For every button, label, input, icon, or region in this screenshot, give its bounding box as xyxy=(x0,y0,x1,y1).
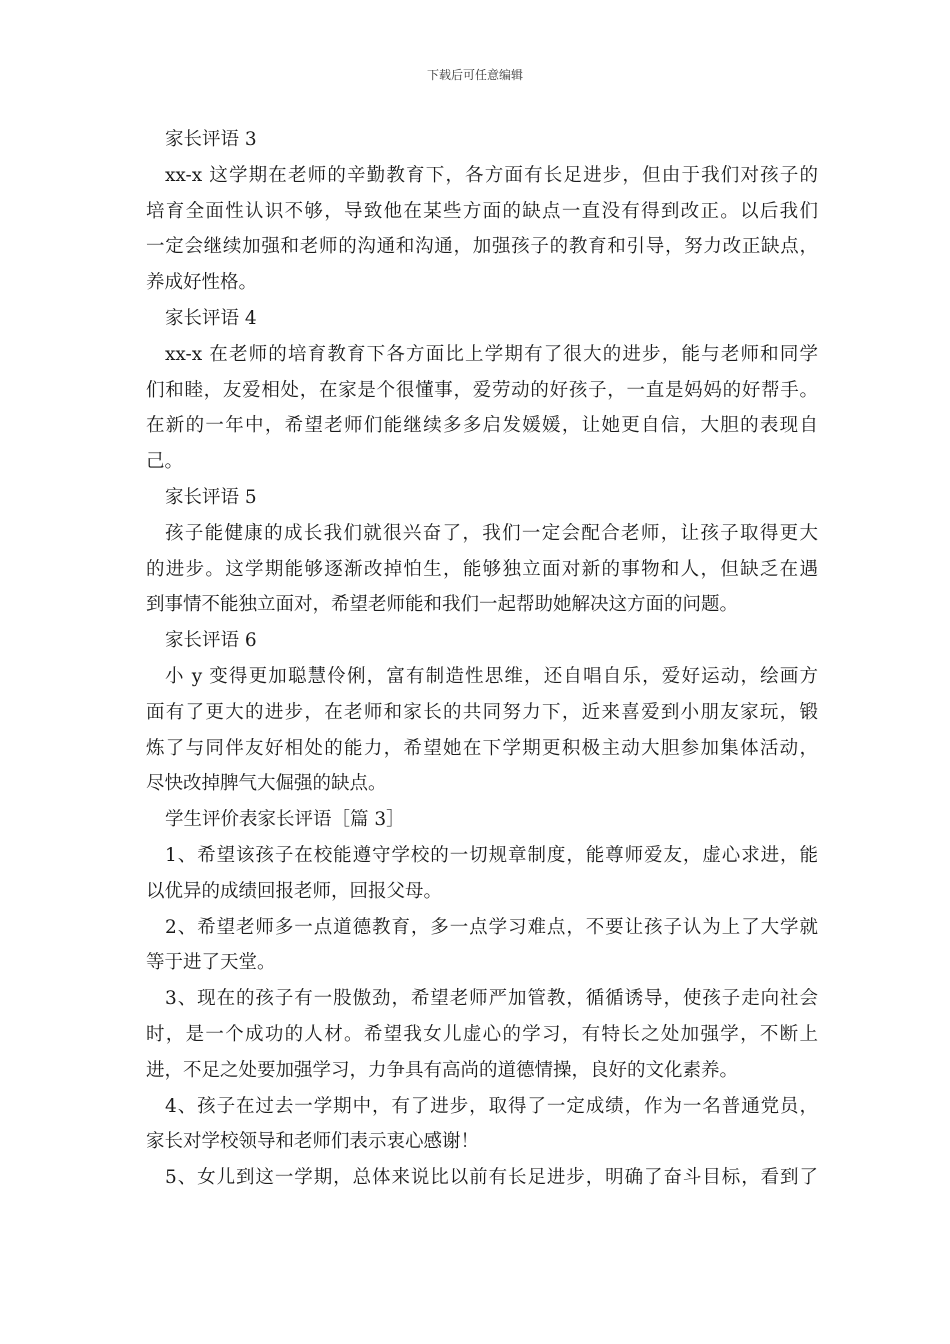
page-header: 下载后可任意编辑 xyxy=(426,68,523,82)
text-line: 炼了与同伴友好相处的能力，希望她在下学期更积极主动大胆参加集体活动， xyxy=(146,737,818,759)
text-line: 家长评语 3 xyxy=(165,129,257,150)
text-line: 们和睦，友爱相处，在家是个很懂事，爱劳动的好孩子，一直是妈妈的好帮手。 xyxy=(146,379,818,401)
text-line: 培育全面性认识不够，导致他在某些方面的缺点一直没有得到改正。以后我们 xyxy=(146,200,818,222)
text-line: 家长评语 6 xyxy=(165,630,257,652)
text-line: 到事情不能独立面对，希望老师能和我们一起帮助她解决这方面的问题。 xyxy=(146,594,739,616)
text-line: 尽快改掉脾气大倔强的缺点。 xyxy=(146,773,387,795)
document-body xyxy=(146,122,818,1196)
text-line: 小 y 变得更加聪慧伶俐，富有制造性思维，还自唱自乐，爱好运动，绘画方 xyxy=(165,665,818,687)
text-line: 养成好性格。 xyxy=(146,272,258,294)
text-line: 以优异的成绩回报老师，回报父母。 xyxy=(146,880,443,902)
text-line: 孩子能健康的成长我们就很兴奋了，我们一定会配合老师，让孩子取得更大 xyxy=(165,522,818,544)
text-line: 等于进了天堂。 xyxy=(146,952,276,974)
text-line: 2、希望老师多一点道德教育，多一点学习难点，不要让孩子认为上了大学就 xyxy=(165,916,818,938)
text-line: 家长评语 5 xyxy=(165,486,257,508)
text-line: 3、现在的孩子有一股傲劲，希望老师严加管教，循循诱导，使孩子走向社会 xyxy=(165,988,818,1010)
text-line: 家长评语 4 xyxy=(165,307,257,329)
text-line: 己。 xyxy=(146,451,184,473)
text-line: 面有了更大的进步，在老师和家长的共同努力下，近来喜爱到小朋友家玩，锻 xyxy=(146,701,818,723)
text-line: 家长对学校领导和老师们表示衷心感谢！ xyxy=(146,1131,480,1153)
text-line: 在新的一年中，希望老师们能继续多多启发媛媛，让她更自信，大胆的表现自 xyxy=(146,415,818,437)
text-line: 的进步。这学期能够逐渐改掉怕生，能够独立面对新的事物和人，但缺乏在遇 xyxy=(146,558,818,580)
text-line: 进，不足之处要加强学习，力争具有高尚的道德情操，良好的文化素养。 xyxy=(146,1059,739,1081)
text-line: 一定会继续加强和老师的沟通和沟通，加强孩子的教育和引导，努力改正缺点， xyxy=(146,236,818,258)
text-line: xx-x 在老师的培育教育下各方面比上学期有了很大的进步，能与老师和同学 xyxy=(165,343,818,365)
text-line: 5、女儿到这一学期，总体来说比以前有长足进步，明确了奋斗目标，看到了 xyxy=(165,1167,818,1189)
text-line: 4、孩子在过去一学期中，有了进步，取得了一定成绩，作为一名普通党员， xyxy=(165,1095,818,1117)
text-line: 时，是一个成功的人材。希望我女儿虚心的学习，有特长之处加强学，不断上 xyxy=(146,1023,818,1045)
text-line: 1、希望该孩子在校能遵守学校的一切规章制度，能尊师爱友，虚心求进，能 xyxy=(165,844,818,866)
text-line: xx-x 这学期在老师的辛勤教育下，各方面有长足进步，但由于我们对孩子的 xyxy=(165,164,818,186)
text-line: 学生评价表家长评语［篇 3］ xyxy=(165,809,405,831)
